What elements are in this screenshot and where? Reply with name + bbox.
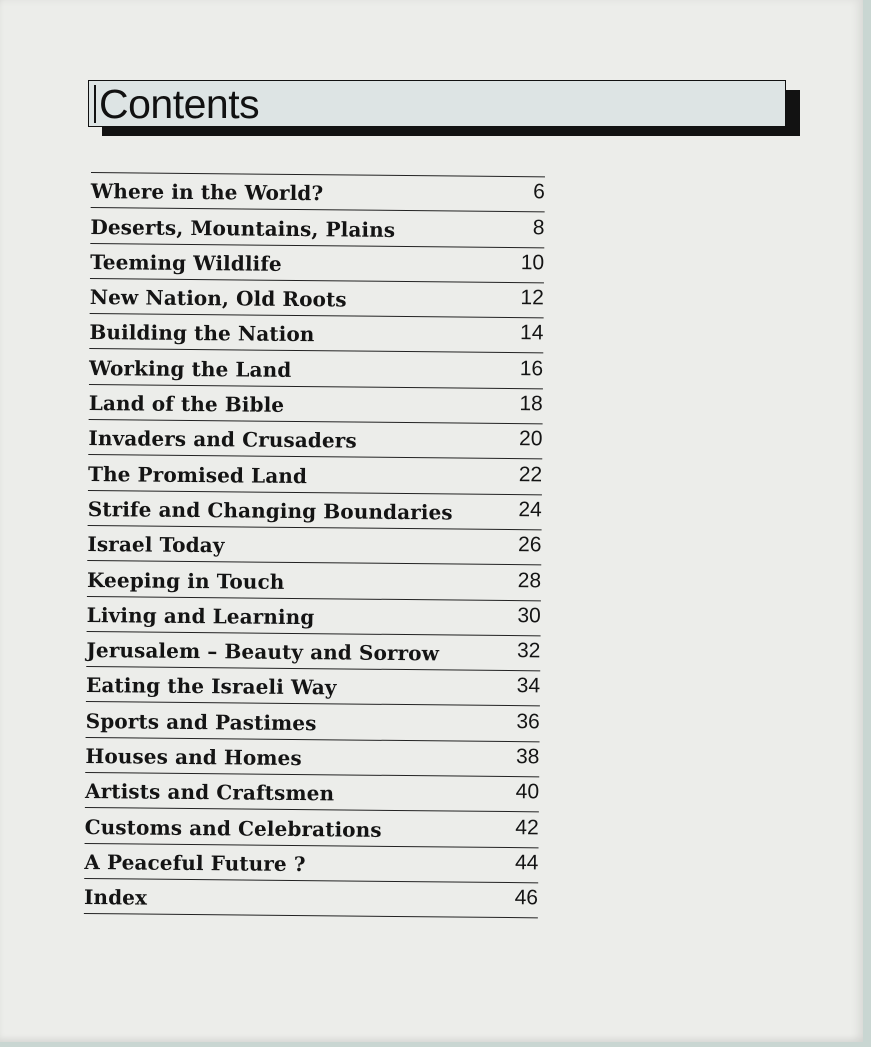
toc-entry[interactable] <box>86 667 540 707</box>
toc-entry-page: 46 <box>514 886 539 910</box>
toc-entry-title: Invaders and Crusaders <box>88 426 357 453</box>
toc-entry-page: 18 <box>519 392 543 416</box>
toc-entry[interactable] <box>90 279 544 319</box>
toc-entry[interactable] <box>86 632 540 672</box>
toc-entry[interactable] <box>85 738 539 778</box>
toc-entry-page: 16 <box>519 356 544 381</box>
toc-entry-page: 44 <box>514 851 539 875</box>
toc-entry[interactable] <box>84 879 538 919</box>
toc-entry-page: 40 <box>515 780 540 804</box>
toc-entry-title: Teeming Wildlife <box>90 249 282 276</box>
toc-entry-page: 32 <box>516 639 541 663</box>
toc-entry[interactable] <box>87 526 541 566</box>
toc-entry[interactable] <box>89 314 543 354</box>
toc-entry-page: 10 <box>520 251 545 275</box>
toc-entry-title: The Promised Land <box>87 461 308 488</box>
toc-entry[interactable] <box>89 385 543 425</box>
toc-entry-page: 34 <box>516 674 541 698</box>
toc-entry-page: 6 <box>533 180 545 204</box>
toc-entry[interactable] <box>88 491 542 531</box>
toc-entry[interactable] <box>89 349 543 389</box>
toc-entry-title: Customs and Celebrations <box>84 814 382 842</box>
toc-entry-page: 12 <box>520 286 544 310</box>
toc-entry-title: Jerusalem – Beauty and Sorrow <box>86 638 440 666</box>
toc-entry[interactable] <box>86 702 540 742</box>
toc-entry[interactable] <box>87 561 541 601</box>
toc-entry[interactable] <box>88 420 542 460</box>
toc-entry[interactable] <box>85 808 539 848</box>
toc-entry-page: 30 <box>517 603 541 628</box>
table-of-contents <box>84 172 545 919</box>
toc-entry-title: Deserts, Mountains, Plains <box>90 214 396 242</box>
toc-entry[interactable] <box>85 773 539 813</box>
toc-entry-page: 38 <box>515 745 540 769</box>
toc-entry[interactable] <box>87 597 541 637</box>
toc-entry-title: Eating the Israeli Way <box>85 673 337 700</box>
toc-entry-title: Artists and Craftsmen <box>84 779 335 806</box>
toc-entry-title: Where in the World? <box>90 179 324 206</box>
toc-entry-title: Land of the Bible <box>88 391 285 417</box>
toc-entry-page: 20 <box>518 427 543 451</box>
toc-entry-title: Index <box>83 885 148 910</box>
toc-entry[interactable] <box>88 455 542 495</box>
toc-entry-title: Working the Land <box>89 355 292 382</box>
toc-entry-title: Keeping in Touch <box>86 567 285 594</box>
toc-entry[interactable] <box>91 173 545 213</box>
toc-entry-page: 28 <box>517 568 542 592</box>
toc-entry-title: Strife and Changing Boundaries <box>87 496 453 525</box>
toc-entry-page: 22 <box>518 462 543 487</box>
heading-rule <box>94 85 96 123</box>
page-title: Contents <box>99 81 260 127</box>
heading-box <box>88 80 786 127</box>
toc-entry-title: Houses and Homes <box>85 744 302 771</box>
toc-entry-page: 14 <box>520 321 544 345</box>
toc-entry-title: Sports and Pastimes <box>85 708 317 735</box>
toc-entry-title: Israel Today <box>87 532 225 558</box>
toc-entry-page: 8 <box>532 215 545 239</box>
toc-entry[interactable] <box>84 844 538 884</box>
toc-entry[interactable] <box>90 244 544 284</box>
toc-entry-page: 36 <box>516 709 540 734</box>
toc-entry-title: Building the Nation <box>89 320 315 347</box>
toc-entry-page: 26 <box>517 533 542 557</box>
toc-entry-page: 42 <box>515 815 539 839</box>
toc-entry-title: Living and Learning <box>86 602 315 630</box>
toc-entry-title: A Peaceful Future ? <box>84 849 306 877</box>
toc-entry[interactable] <box>90 208 544 248</box>
toc-entry-title: New Nation, Old Roots <box>89 285 347 312</box>
toc-entry-page: 24 <box>518 498 542 522</box>
